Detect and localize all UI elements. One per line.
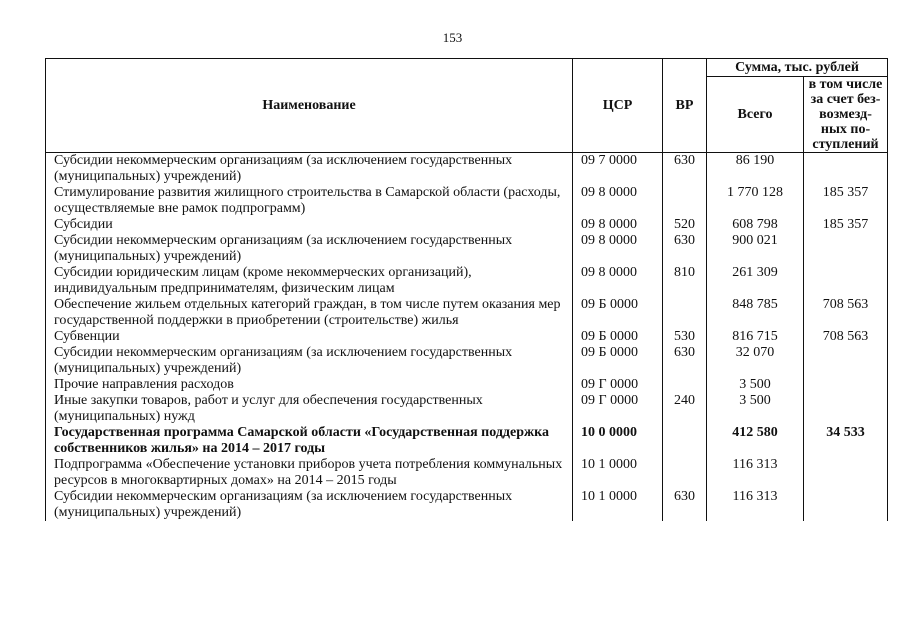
table-row xyxy=(46,345,888,377)
cell-name: Субсидии некоммерческим организациям (за исключением государственных (муниципальных) учреждений) xyxy=(46,153,573,186)
header-free xyxy=(804,77,888,153)
cell-name: Субсидии некоммерческим организациям (за исключением государственных (муниципальных) учреждений) xyxy=(46,233,573,265)
cell-csr: 10 1 0000 xyxy=(573,457,663,489)
cell-vr: 630 xyxy=(663,153,707,186)
table-row xyxy=(46,425,888,457)
cell-vr: 630 xyxy=(663,345,707,377)
cell-total: 608 798 xyxy=(707,217,804,233)
header-free-line: ных по- xyxy=(820,122,871,137)
cell-free: 708 563 xyxy=(804,297,888,329)
cell-csr: 09 Б 0000 xyxy=(573,297,663,329)
cell-vr: 630 xyxy=(663,489,707,521)
cell-free xyxy=(804,393,888,425)
cell-name: Обеспечение жильем отдельных категорий граждан, в том числе путем оказания мер государственной поддержки в приобретении (строительстве) жилья xyxy=(46,297,573,329)
cell-csr: 09 8 0000 xyxy=(573,233,663,265)
table-row xyxy=(46,217,888,233)
cell-vr xyxy=(663,377,707,393)
cell-free xyxy=(804,489,888,521)
cell-name: Субсидии юридическим лицам (кроме некоммерческих организаций), индивидуальным предпринимателям, физическим лицам xyxy=(46,265,573,297)
cell-vr xyxy=(663,425,707,457)
cell-name: Стимулирование развития жилищного строительства в Самарской области (расходы, осуществляемые вне рамок подпрограмм) xyxy=(46,185,573,217)
cell-total: 32 070 xyxy=(707,345,804,377)
cell-vr xyxy=(663,185,707,217)
page-number: 153 xyxy=(442,30,463,45)
table-row xyxy=(46,233,888,265)
cell-name: Субсидии некоммерческим организациям (за исключением государственных (муниципальных) учреждений) xyxy=(46,489,573,521)
cell-free: 708 563 xyxy=(804,329,888,345)
table-row xyxy=(46,297,888,329)
cell-free xyxy=(804,265,888,297)
cell-csr: 09 Б 0000 xyxy=(573,345,663,377)
cell-free: 185 357 xyxy=(804,217,888,233)
cell-total: 848 785 xyxy=(707,297,804,329)
cell-free xyxy=(804,457,888,489)
header-free-line: ступлений xyxy=(812,137,879,152)
cell-free xyxy=(804,345,888,377)
cell-name: Подпрограмма «Обеспечение установки приборов учета потребления коммунальных ресурсов в многоквартирных домах» на 2014 – 2015 годы xyxy=(46,457,573,489)
header-vr: ВР xyxy=(663,59,707,153)
cell-free: 34 533 xyxy=(804,425,888,457)
cell-csr: 09 7 0000 xyxy=(573,153,663,186)
header-sum: Сумма, тыс. рублей xyxy=(707,59,888,77)
cell-name: Субсидии xyxy=(46,217,573,233)
cell-total: 116 313 xyxy=(707,457,804,489)
table-row xyxy=(46,489,888,521)
cell-csr: 09 8 0000 xyxy=(573,265,663,297)
cell-free xyxy=(804,377,888,393)
cell-csr: 09 Г 0000 xyxy=(573,393,663,425)
cell-free: 185 357 xyxy=(804,185,888,217)
cell-total: 412 580 xyxy=(707,425,804,457)
cell-vr xyxy=(663,457,707,489)
table-row xyxy=(46,153,888,186)
cell-name: Субсидии некоммерческим организациям (за исключением государственных (муниципальных) учреждений) xyxy=(46,345,573,377)
table-row xyxy=(46,457,888,489)
header-free-line: в том числе xyxy=(808,77,883,92)
cell-total: 86 190 xyxy=(707,153,804,186)
cell-vr: 240 xyxy=(663,393,707,425)
cell-vr: 630 xyxy=(663,233,707,265)
cell-vr xyxy=(663,297,707,329)
cell-vr: 530 xyxy=(663,329,707,345)
cell-csr: 10 0 0000 xyxy=(573,425,663,457)
table-row xyxy=(46,185,888,217)
cell-name: Прочие направления расходов xyxy=(46,377,573,393)
cell-csr: 10 1 0000 xyxy=(573,489,663,521)
cell-total: 3 500 xyxy=(707,393,804,425)
cell-csr: 09 8 0000 xyxy=(573,185,663,217)
header-total: Всего xyxy=(707,77,804,153)
budget-table xyxy=(45,58,888,521)
cell-free xyxy=(804,233,888,265)
cell-name: Иные закупки товаров, работ и услуг для обеспечения государственных (муниципальных) нужд xyxy=(46,393,573,425)
cell-name: Государственная программа Самарской области «Государственная поддержка собственников жилья» на 2014 – 2017 годы xyxy=(46,425,573,457)
table-row xyxy=(46,329,888,345)
header-csr: ЦСР xyxy=(573,59,663,153)
cell-total: 116 313 xyxy=(707,489,804,521)
cell-total: 3 500 xyxy=(707,377,804,393)
cell-total: 261 309 xyxy=(707,265,804,297)
cell-csr: 09 Б 0000 xyxy=(573,329,663,345)
header-free-line: за счет без- xyxy=(810,92,881,107)
table-row xyxy=(46,377,888,393)
cell-vr: 520 xyxy=(663,217,707,233)
cell-total: 816 715 xyxy=(707,329,804,345)
table-body xyxy=(46,153,888,522)
cell-csr: 09 Г 0000 xyxy=(573,377,663,393)
table-row xyxy=(46,393,888,425)
table-row xyxy=(46,265,888,297)
header-name: Наименование xyxy=(46,59,573,153)
cell-vr: 810 xyxy=(663,265,707,297)
cell-total: 1 770 128 xyxy=(707,185,804,217)
cell-csr: 09 8 0000 xyxy=(573,217,663,233)
cell-free xyxy=(804,153,888,186)
header-free-line: возмезд- xyxy=(819,107,872,122)
cell-total: 900 021 xyxy=(707,233,804,265)
cell-name: Субвенции xyxy=(46,329,573,345)
